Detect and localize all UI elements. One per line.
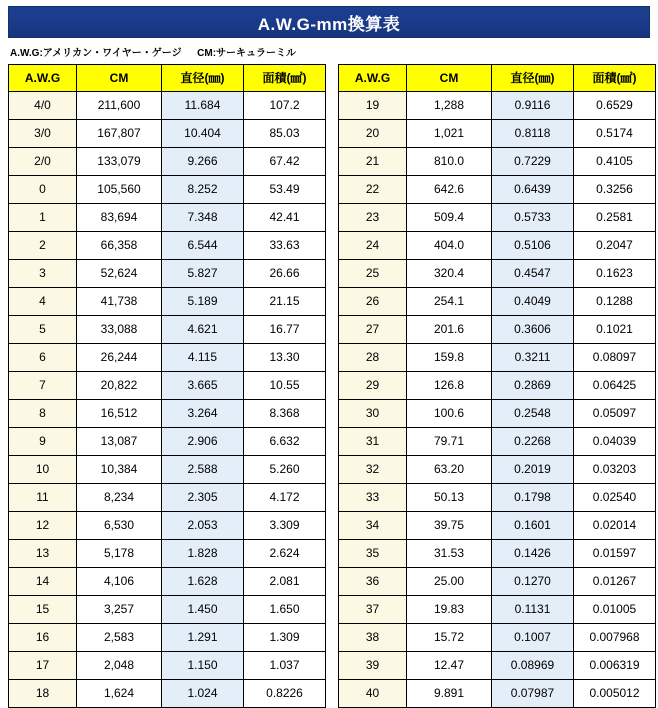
cell-awg: 22 — [339, 176, 407, 204]
table-row — [9, 120, 326, 148]
table-row — [9, 568, 326, 596]
header-cm: CM — [77, 65, 162, 92]
cell-cm: 25.00 — [407, 568, 492, 596]
cell-awg: 9 — [9, 428, 77, 456]
cell-cm: 39.75 — [407, 512, 492, 540]
table-row — [9, 148, 326, 176]
cell-cm: 159.8 — [407, 344, 492, 372]
cell-diameter: 4.621 — [162, 316, 244, 344]
cell-awg: 27 — [339, 316, 407, 344]
table-row — [339, 484, 656, 512]
cell-area: 4.172 — [244, 484, 326, 512]
table-row — [9, 512, 326, 540]
cell-area: 0.02014 — [574, 512, 656, 540]
cell-awg: 39 — [339, 652, 407, 680]
cell-awg: 5 — [9, 316, 77, 344]
cell-diameter: 3.264 — [162, 400, 244, 428]
cell-area: 16.77 — [244, 316, 326, 344]
cell-area: 0.2581 — [574, 204, 656, 232]
table-row — [339, 372, 656, 400]
header-awg: A.W.G — [339, 65, 407, 92]
cell-area: 0.5174 — [574, 120, 656, 148]
cell-cm: 50.13 — [407, 484, 492, 512]
cell-area: 0.02540 — [574, 484, 656, 512]
table-row — [339, 652, 656, 680]
awg-table-right — [338, 64, 656, 708]
cell-awg: 23 — [339, 204, 407, 232]
cell-area: 1.037 — [244, 652, 326, 680]
cell-cm: 133,079 — [77, 148, 162, 176]
cell-area: 0.04039 — [574, 428, 656, 456]
cell-diameter: 0.3211 — [492, 344, 574, 372]
table-row — [9, 652, 326, 680]
cell-diameter: 0.07987 — [492, 680, 574, 708]
table-row — [339, 204, 656, 232]
cell-awg: 17 — [9, 652, 77, 680]
table-row — [9, 680, 326, 708]
cell-awg: 16 — [9, 624, 77, 652]
cell-diameter: 0.2869 — [492, 372, 574, 400]
cell-cm: 79.71 — [407, 428, 492, 456]
header-awg: A.W.G — [9, 65, 77, 92]
table-row — [339, 428, 656, 456]
cell-cm: 2,583 — [77, 624, 162, 652]
cell-diameter: 8.252 — [162, 176, 244, 204]
cell-awg: 38 — [339, 624, 407, 652]
table-header-row — [339, 65, 656, 92]
awg-table-left — [8, 64, 326, 708]
table-row — [339, 344, 656, 372]
table-row — [9, 204, 326, 232]
table-row — [9, 596, 326, 624]
header-area: 面積(㎟) — [574, 65, 656, 92]
cell-cm: 254.1 — [407, 288, 492, 316]
cell-area: 85.03 — [244, 120, 326, 148]
cell-cm: 12.47 — [407, 652, 492, 680]
header-diameter: 直径(㎜) — [492, 65, 574, 92]
page-title: A.W.G-mm換算表 — [257, 14, 401, 34]
cell-cm: 26,244 — [77, 344, 162, 372]
cell-cm: 63.20 — [407, 456, 492, 484]
cell-diameter: 0.7229 — [492, 148, 574, 176]
cell-cm: 52,624 — [77, 260, 162, 288]
cell-area: 0.1623 — [574, 260, 656, 288]
cell-area: 2.081 — [244, 568, 326, 596]
cell-area: 0.006319 — [574, 652, 656, 680]
cell-awg: 6 — [9, 344, 77, 372]
cell-area: 2.624 — [244, 540, 326, 568]
cell-cm: 100.6 — [407, 400, 492, 428]
cell-area: 13.30 — [244, 344, 326, 372]
cell-cm: 320.4 — [407, 260, 492, 288]
cell-awg: 35 — [339, 540, 407, 568]
table-row — [9, 400, 326, 428]
table-row — [9, 344, 326, 372]
cell-area: 21.15 — [244, 288, 326, 316]
table-row — [9, 428, 326, 456]
cell-awg: 37 — [339, 596, 407, 624]
table-row — [339, 512, 656, 540]
cell-cm: 201.6 — [407, 316, 492, 344]
cell-cm: 33,088 — [77, 316, 162, 344]
table-row — [9, 176, 326, 204]
cell-diameter: 0.1131 — [492, 596, 574, 624]
table-row — [339, 596, 656, 624]
cell-diameter: 9.266 — [162, 148, 244, 176]
table-row — [9, 484, 326, 512]
table-row — [339, 680, 656, 708]
cell-cm: 20,822 — [77, 372, 162, 400]
table-row — [9, 624, 326, 652]
cell-area: 53.49 — [244, 176, 326, 204]
cell-cm: 211,600 — [77, 92, 162, 120]
cell-area: 5.260 — [244, 456, 326, 484]
cell-diameter: 0.4049 — [492, 288, 574, 316]
cell-awg: 15 — [9, 596, 77, 624]
cell-area: 26.66 — [244, 260, 326, 288]
table-row — [9, 92, 326, 120]
table-row — [9, 288, 326, 316]
legend-cm: CM:サーキュラーミル — [197, 48, 297, 59]
cell-diameter: 4.115 — [162, 344, 244, 372]
cell-cm: 19.83 — [407, 596, 492, 624]
cell-cm: 1,021 — [407, 120, 492, 148]
cell-awg: 2 — [9, 232, 77, 260]
cell-awg: 3/0 — [9, 120, 77, 148]
cell-diameter: 0.1601 — [492, 512, 574, 540]
table-row — [339, 232, 656, 260]
table-row — [339, 568, 656, 596]
cell-awg: 20 — [339, 120, 407, 148]
cell-area: 0.1021 — [574, 316, 656, 344]
cell-awg: 10 — [9, 456, 77, 484]
cell-cm: 404.0 — [407, 232, 492, 260]
cell-area: 0.005012 — [574, 680, 656, 708]
table-body-left — [9, 92, 326, 708]
cell-diameter: 0.1270 — [492, 568, 574, 596]
cell-awg: 31 — [339, 428, 407, 456]
cell-cm: 1,288 — [407, 92, 492, 120]
cell-cm: 810.0 — [407, 148, 492, 176]
cell-diameter: 5.827 — [162, 260, 244, 288]
cell-diameter: 2.906 — [162, 428, 244, 456]
cell-diameter: 0.5106 — [492, 232, 574, 260]
cell-cm: 167,807 — [77, 120, 162, 148]
cell-area: 6.632 — [244, 428, 326, 456]
cell-area: 33.63 — [244, 232, 326, 260]
cell-diameter: 0.4547 — [492, 260, 574, 288]
cell-diameter: 0.3606 — [492, 316, 574, 344]
cell-cm: 13,087 — [77, 428, 162, 456]
header-cm: CM — [407, 65, 492, 92]
cell-area: 0.007968 — [574, 624, 656, 652]
cell-cm: 16,512 — [77, 400, 162, 428]
cell-area: 0.03203 — [574, 456, 656, 484]
cell-awg: 1 — [9, 204, 77, 232]
cell-cm: 4,106 — [77, 568, 162, 596]
tables-container — [8, 64, 650, 708]
cell-diameter: 3.665 — [162, 372, 244, 400]
cell-area: 0.2047 — [574, 232, 656, 260]
cell-cm: 2,048 — [77, 652, 162, 680]
cell-diameter: 0.9116 — [492, 92, 574, 120]
cell-awg: 36 — [339, 568, 407, 596]
cell-awg: 8 — [9, 400, 77, 428]
cell-awg: 3 — [9, 260, 77, 288]
cell-diameter: 1.628 — [162, 568, 244, 596]
cell-cm: 66,358 — [77, 232, 162, 260]
cell-diameter: 0.1426 — [492, 540, 574, 568]
cell-awg: 11 — [9, 484, 77, 512]
table-row — [9, 260, 326, 288]
table-row — [339, 260, 656, 288]
cell-diameter: 1.450 — [162, 596, 244, 624]
cell-cm: 509.4 — [407, 204, 492, 232]
cell-diameter: 0.2548 — [492, 400, 574, 428]
cell-cm: 41,738 — [77, 288, 162, 316]
cell-diameter: 7.348 — [162, 204, 244, 232]
cell-cm: 105,560 — [77, 176, 162, 204]
cell-awg: 30 — [339, 400, 407, 428]
cell-diameter: 5.189 — [162, 288, 244, 316]
table-row — [339, 400, 656, 428]
cell-cm: 126.8 — [407, 372, 492, 400]
table-row — [339, 176, 656, 204]
cell-cm: 6,530 — [77, 512, 162, 540]
table-row — [339, 456, 656, 484]
cell-cm: 8,234 — [77, 484, 162, 512]
cell-awg: 29 — [339, 372, 407, 400]
cell-diameter: 0.08969 — [492, 652, 574, 680]
cell-area: 0.8226 — [244, 680, 326, 708]
cell-diameter: 6.544 — [162, 232, 244, 260]
cell-area: 0.06425 — [574, 372, 656, 400]
cell-area: 0.01267 — [574, 568, 656, 596]
table-row — [9, 540, 326, 568]
cell-area: 1.309 — [244, 624, 326, 652]
cell-area: 107.2 — [244, 92, 326, 120]
cell-diameter: 0.8118 — [492, 120, 574, 148]
cell-awg: 2/0 — [9, 148, 77, 176]
table-row — [339, 624, 656, 652]
cell-awg: 14 — [9, 568, 77, 596]
cell-diameter: 10.404 — [162, 120, 244, 148]
legend — [10, 44, 650, 59]
cell-diameter: 2.305 — [162, 484, 244, 512]
header-diameter: 直径(㎜) — [162, 65, 244, 92]
cell-area: 42.41 — [244, 204, 326, 232]
cell-diameter: 0.1007 — [492, 624, 574, 652]
cell-diameter: 2.053 — [162, 512, 244, 540]
cell-area: 0.1288 — [574, 288, 656, 316]
cell-awg: 28 — [339, 344, 407, 372]
cell-awg: 24 — [339, 232, 407, 260]
cell-area: 0.6529 — [574, 92, 656, 120]
cell-area: 0.01597 — [574, 540, 656, 568]
cell-awg: 19 — [339, 92, 407, 120]
table-header-row — [9, 65, 326, 92]
cell-area: 0.08097 — [574, 344, 656, 372]
cell-diameter: 2.588 — [162, 456, 244, 484]
cell-cm: 5,178 — [77, 540, 162, 568]
cell-area: 0.3256 — [574, 176, 656, 204]
cell-awg: 4 — [9, 288, 77, 316]
page-title-bar — [8, 6, 650, 38]
cell-awg: 7 — [9, 372, 77, 400]
cell-diameter: 0.5733 — [492, 204, 574, 232]
table-row — [9, 372, 326, 400]
table-row — [339, 316, 656, 344]
cell-diameter: 0.2268 — [492, 428, 574, 456]
cell-awg: 25 — [339, 260, 407, 288]
cell-awg: 40 — [339, 680, 407, 708]
header-area: 面積(㎟) — [244, 65, 326, 92]
cell-awg: 12 — [9, 512, 77, 540]
cell-area: 0.05097 — [574, 400, 656, 428]
cell-awg: 13 — [9, 540, 77, 568]
cell-area: 3.309 — [244, 512, 326, 540]
cell-area: 0.01005 — [574, 596, 656, 624]
cell-awg: 34 — [339, 512, 407, 540]
table-row — [9, 316, 326, 344]
cell-cm: 1,624 — [77, 680, 162, 708]
cell-diameter: 0.1798 — [492, 484, 574, 512]
cell-diameter: 1.150 — [162, 652, 244, 680]
cell-area: 10.55 — [244, 372, 326, 400]
cell-awg: 26 — [339, 288, 407, 316]
cell-cm: 9.891 — [407, 680, 492, 708]
cell-awg: 18 — [9, 680, 77, 708]
cell-diameter: 0.2019 — [492, 456, 574, 484]
cell-area: 67.42 — [244, 148, 326, 176]
cell-awg: 0 — [9, 176, 77, 204]
cell-cm: 31.53 — [407, 540, 492, 568]
table-row — [339, 540, 656, 568]
cell-cm: 10,384 — [77, 456, 162, 484]
cell-cm: 83,694 — [77, 204, 162, 232]
table-row — [9, 232, 326, 260]
table-row — [339, 148, 656, 176]
cell-awg: 21 — [339, 148, 407, 176]
table-row — [339, 288, 656, 316]
legend-awg: A.W.G:アメリカン・ワイヤー・ゲージ — [10, 48, 182, 59]
table-row — [9, 456, 326, 484]
cell-diameter: 0.6439 — [492, 176, 574, 204]
cell-awg: 32 — [339, 456, 407, 484]
table-row — [339, 120, 656, 148]
cell-cm: 642.6 — [407, 176, 492, 204]
cell-cm: 15.72 — [407, 624, 492, 652]
cell-diameter: 1.024 — [162, 680, 244, 708]
cell-diameter: 1.291 — [162, 624, 244, 652]
cell-diameter: 1.828 — [162, 540, 244, 568]
cell-cm: 3,257 — [77, 596, 162, 624]
table-body-right — [339, 92, 656, 708]
table-row — [339, 92, 656, 120]
cell-diameter: 11.684 — [162, 92, 244, 120]
cell-area: 1.650 — [244, 596, 326, 624]
cell-awg: 4/0 — [9, 92, 77, 120]
cell-awg: 33 — [339, 484, 407, 512]
cell-area: 8.368 — [244, 400, 326, 428]
cell-area: 0.4105 — [574, 148, 656, 176]
